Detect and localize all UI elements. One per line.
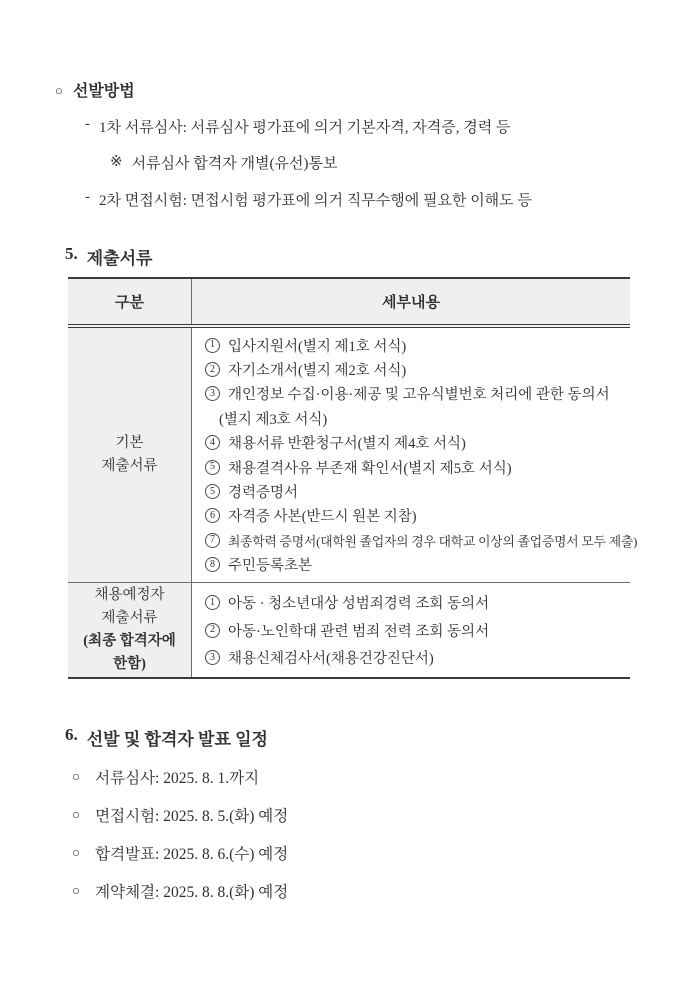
circled-number-icon: 5 — [205, 484, 220, 499]
category-text: 채용예정자 — [94, 587, 165, 604]
schedule-item-text: 합격발표: 2025. 8. 6.(수) 예정 — [95, 846, 289, 863]
schedule-item-interview — [72, 804, 632, 826]
section6-heading — [65, 725, 268, 750]
method-item-1 — [85, 116, 665, 137]
category-text-bold: 한함) — [113, 656, 146, 673]
circled-number-icon: 8 — [205, 557, 220, 572]
circled-number-icon: 2 — [205, 362, 220, 377]
circled-number-icon: 6 — [205, 508, 220, 523]
document-item-text: 채용서류 반환청구서(별지 제4호 서식) — [228, 436, 466, 453]
circled-number-icon: 1 — [205, 595, 220, 610]
selection-method-heading — [55, 78, 135, 101]
circled-number-icon: 2 — [205, 623, 220, 638]
method-item-text: 1차 서류심사: 서류심사 평가표에 의거 기본자격, 자격증, 경력 등 — [99, 120, 511, 136]
circle-bullet-icon: ○ — [72, 845, 81, 860]
document-item-text: 입사지원서(별지 제1호 서식) — [228, 338, 407, 355]
method-note-text: 서류심사 합격자 개별(유선)통보 — [131, 156, 338, 172]
document-item — [205, 504, 637, 528]
category-text: 제출서류 — [101, 610, 158, 627]
document-item-text: 개인정보 수집·이용·제공 및 고유식별번호 처리에 관한 동의서 — [228, 387, 610, 404]
document-item-text: 자기소개서(별지 제2호 서식) — [228, 363, 407, 380]
document-item-text: 아동 · 청소년대상 성범죄경력 조회 동의서 — [228, 596, 490, 613]
document-item — [205, 644, 630, 672]
basic-documents-detail-cell — [192, 328, 637, 582]
category-column-header: 구분 — [68, 279, 192, 324]
document-item — [205, 431, 637, 455]
circled-number-icon: 5 — [205, 460, 220, 475]
document-item — [205, 382, 637, 406]
document-item-continuation — [205, 406, 637, 430]
document-item — [205, 357, 637, 381]
document-item — [205, 553, 637, 577]
document-item-text: 채용신체검사서(채용건강진단서) — [228, 651, 434, 668]
schedule-item-text: 계약체결: 2025. 8. 8.(화) 예정 — [95, 884, 289, 901]
document-item-text: 자격증 사본(반드시 원본 지참) — [228, 509, 417, 526]
dash-marker: - — [85, 189, 90, 205]
circled-number-icon: 4 — [205, 435, 220, 450]
circle-bullet-icon: ○ — [72, 883, 81, 898]
basic-documents-row — [68, 328, 638, 583]
category-text: 기본 — [115, 434, 144, 451]
final-candidates-detail-cell — [192, 583, 630, 678]
section5-title: 제출서류 — [86, 249, 153, 268]
reference-mark-icon: ※ — [110, 154, 123, 170]
category-text: 제출서류 — [101, 457, 158, 474]
circled-number-icon: 3 — [205, 650, 220, 665]
documents-table — [68, 277, 638, 679]
detail-column-header: 세부내용 — [382, 295, 440, 311]
method-note — [110, 152, 690, 173]
document-item — [205, 455, 637, 479]
circled-number-icon: 7 — [205, 533, 220, 548]
final-candidates-category-cell — [68, 583, 192, 678]
document-item-text: 주민등록초본 — [228, 558, 313, 575]
document-item-text: 아동·노인학대 관련 범죄 전력 조회 동의서 — [228, 623, 490, 640]
document-item-text: (별지 제3호 서식) — [219, 411, 328, 428]
document-item — [205, 616, 630, 644]
schedule-item-text: 서류심사: 2025. 8. 1.까지 — [95, 770, 260, 787]
document-item — [205, 333, 637, 357]
schedule-item-result-announcement — [72, 842, 632, 864]
final-candidates-row — [68, 583, 630, 678]
table-header-row — [68, 279, 630, 328]
document-item-text: 채용결격사유 부존재 확인서(별지 제5호 서식) — [228, 460, 512, 477]
schedule-item-text: 면접시험: 2025. 8. 5.(화) 예정 — [95, 808, 289, 825]
method-item-2 — [85, 189, 665, 210]
circle-bullet-icon: ○ — [72, 769, 81, 784]
circle-bullet-icon: ○ — [55, 82, 63, 98]
section5-number: 5. — [65, 244, 78, 263]
section6-number: 6. — [65, 725, 78, 744]
category-text-bold: (최종 합격자에 — [83, 633, 176, 650]
document-item — [205, 479, 637, 503]
schedule-item-contract-signing — [72, 880, 632, 902]
document-item-text: 최종학력 증명서(대학원 졸업자의 경우 대학교 이상의 졸업증명서 모두 제출) — [228, 534, 638, 549]
dash-marker: - — [85, 116, 90, 132]
circled-number-icon: 3 — [205, 386, 220, 401]
section6-title: 선발 및 합격자 발표 일정 — [86, 730, 268, 749]
document-item — [205, 528, 637, 552]
selection-method-title: 선발방법 — [72, 83, 135, 100]
schedule-item-document-screening — [72, 766, 632, 788]
document-item — [205, 589, 630, 617]
circle-bullet-icon: ○ — [72, 807, 81, 822]
circled-number-icon: 1 — [205, 338, 220, 353]
method-item-text: 2차 면접시험: 면접시험 평가표에 의거 직무수행에 필요한 이해도 등 — [99, 193, 532, 209]
document-item-text: 경력증명서 — [228, 485, 299, 502]
section5-heading — [65, 244, 152, 269]
basic-documents-category-cell — [68, 328, 192, 582]
